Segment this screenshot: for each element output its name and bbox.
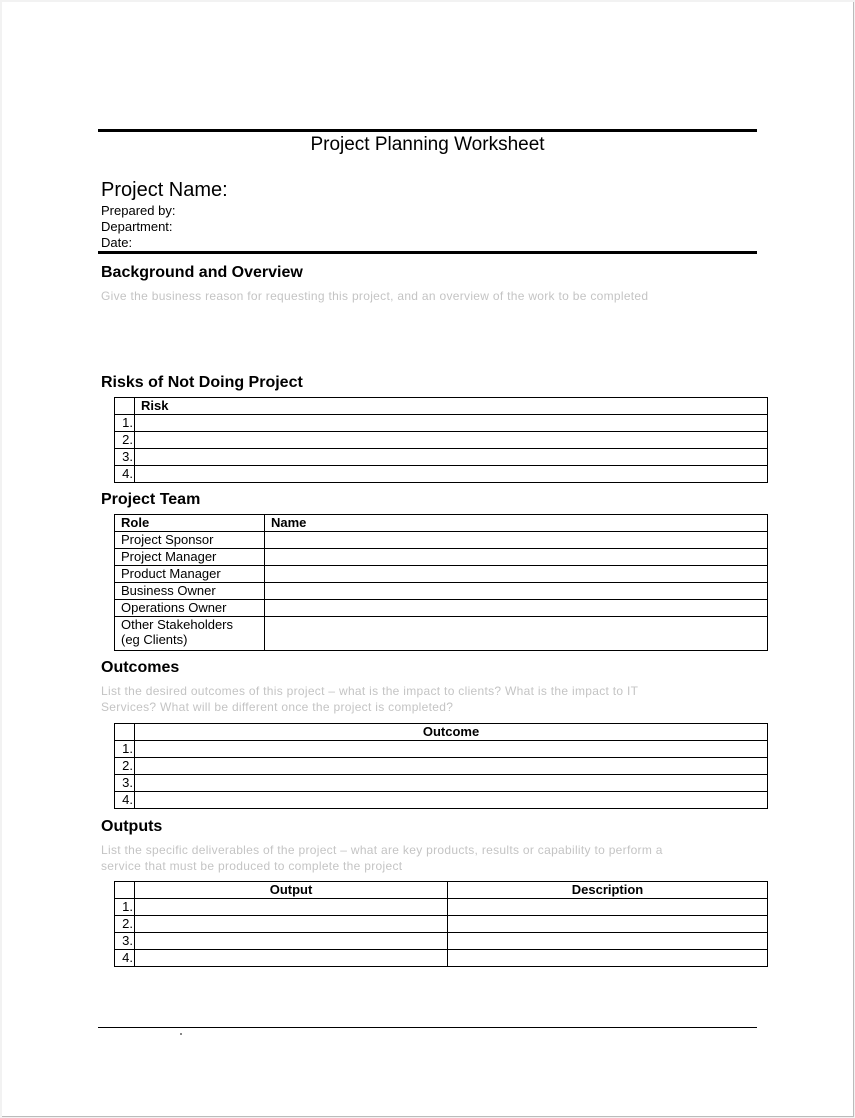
outcomes-table <box>114 723 768 809</box>
table-row: 2. <box>115 916 768 933</box>
description-column-header: Description <box>448 882 768 899</box>
table-row: 3. <box>115 775 768 792</box>
project-name-label: Project Name: <box>101 179 228 201</box>
top-rule <box>98 129 757 132</box>
description-cell[interactable] <box>448 899 768 916</box>
table-row: 1. <box>115 899 768 916</box>
outcomes-hint-line-1: List the desired outcomes of this project – what is the impact to clients? What is the impact to IT <box>101 684 639 698</box>
team-heading: Project Team <box>101 491 201 508</box>
name-cell[interactable] <box>265 532 768 549</box>
table-row: Product Manager <box>115 566 768 583</box>
output-cell[interactable] <box>135 899 448 916</box>
risk-cell[interactable] <box>135 415 768 432</box>
outcomes-heading: Outcomes <box>101 659 180 676</box>
department-label: Department: <box>101 219 173 234</box>
table-header-row <box>115 398 768 415</box>
risk-cell[interactable] <box>135 432 768 449</box>
background-hint: Give the business reason for requesting this project, and an overview of the work to be completed <box>101 289 649 303</box>
name-cell[interactable] <box>265 583 768 600</box>
outcome-cell[interactable] <box>135 775 768 792</box>
footer-rule <box>98 1027 757 1028</box>
name-cell[interactable] <box>265 600 768 617</box>
outcome-cell[interactable] <box>135 792 768 809</box>
name-column-header: Name <box>265 515 768 532</box>
table-row: Operations Owner <box>115 600 768 617</box>
outcome-column-header: Outcome <box>135 724 768 741</box>
outputs-hint-line-2: service that must be produced to complete the project <box>101 859 403 873</box>
table-header-row <box>115 882 768 899</box>
name-cell[interactable] <box>265 566 768 583</box>
outcome-cell[interactable] <box>135 758 768 775</box>
date-label: Date: <box>101 235 133 250</box>
name-cell[interactable] <box>265 549 768 566</box>
name-cell[interactable] <box>265 617 768 651</box>
risk-cell[interactable] <box>135 449 768 466</box>
table-row: 1. <box>115 415 768 432</box>
team-table <box>114 514 768 651</box>
background-heading: Background and Overview <box>101 264 303 281</box>
table-header-row <box>115 515 768 532</box>
role-column-header: Role <box>115 515 265 532</box>
page-title: Project Planning Worksheet <box>310 134 545 155</box>
table-row: 1. <box>115 741 768 758</box>
outputs-table <box>114 881 768 967</box>
table-row: 3. <box>115 933 768 950</box>
table-row: 4. <box>115 466 768 483</box>
risk-cell[interactable] <box>135 466 768 483</box>
risk-column-header: Risk <box>135 398 768 415</box>
header-rule <box>98 251 757 254</box>
description-cell[interactable] <box>448 950 768 967</box>
table-row: 2. <box>115 758 768 775</box>
table-row: Other Stakeholders (eg Clients) <box>115 617 768 651</box>
output-cell[interactable] <box>135 950 448 967</box>
table-row: Project Sponsor <box>115 532 768 549</box>
outputs-hint-line-1: List the specific deliverables of the project – what are key products, results or capability to perform a <box>101 843 663 857</box>
outcomes-hint-line-2: Services? What will be different once the project is completed? <box>101 700 454 714</box>
table-row: 4. <box>115 792 768 809</box>
table-row: 3. <box>115 449 768 466</box>
description-cell[interactable] <box>448 933 768 950</box>
description-cell[interactable] <box>448 916 768 933</box>
table-row: 4. <box>115 950 768 967</box>
table-row: 2. <box>115 432 768 449</box>
table-row: Business Owner <box>115 583 768 600</box>
footer-mark <box>180 1033 182 1035</box>
table-header-row <box>115 724 768 741</box>
outcome-cell[interactable] <box>135 741 768 758</box>
output-column-header: Output <box>135 882 448 899</box>
table-row: Project Manager <box>115 549 768 566</box>
output-cell[interactable] <box>135 933 448 950</box>
risks-heading: Risks of Not Doing Project <box>101 374 303 391</box>
risks-table <box>114 397 768 483</box>
outputs-heading: Outputs <box>101 818 163 835</box>
output-cell[interactable] <box>135 916 448 933</box>
prepared-by-label: Prepared by: <box>101 203 176 218</box>
